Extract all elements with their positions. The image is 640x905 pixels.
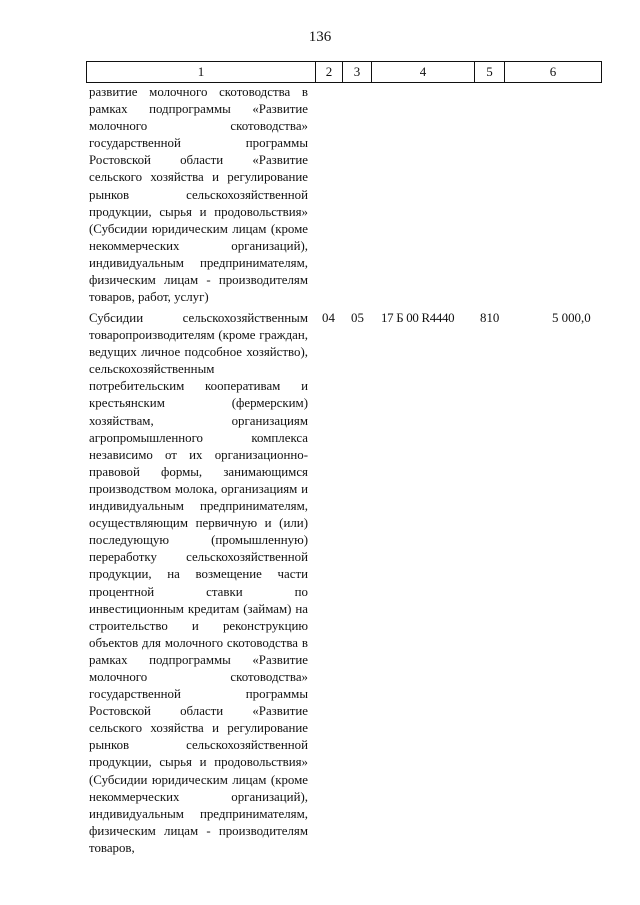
row-2-expense-type-code: 810: [480, 311, 500, 325]
column-header-2: 2: [316, 62, 343, 82]
column-header-3: 3: [343, 62, 372, 82]
column-header-4: 4: [372, 62, 475, 82]
page-number: 136: [308, 29, 332, 45]
row-2-description: [89, 310, 308, 857]
row-2-description-text: Субсидии сельскохозяйственным товаропроизводителям (кроме граждан, ведущих личное подсобное хозяйство), сельскохозяйственным потребительским кооперативам и крестьянским (фермерским) хозяйствам, организациям агропромышленного комплекса независимо от их организационно-правовой формы, занимающимся производством молока, организациям и индивидуальным предпринимателям, осуществляющим первичную и (или) последующую (промышленную) переработку сельскохозяйственной продукции, на возмещение части процентной ставки по инвестиционным кредитам (займам) на строительство и реконструкцию объектов для молочного скотоводства в рамках подпрограммы «Развитие молочного скотоводства» государственной программы Ростовской области «Развитие сельского хозяйства и регулирование рынков сельскохозяйственной продукции, сырья и продовольствия» (Субсидии юридическим лицам (кроме некоммерческих организаций), индивидуальным предпринимателям, физическим лицам - производителям товаров,: [89, 311, 308, 855]
row-2-target-article-code: 17 Б 00 R4440: [381, 311, 455, 325]
row-2-subsection-code: 05: [351, 311, 364, 325]
column-header-6: 6: [549, 64, 557, 79]
row-1-description: [89, 84, 308, 306]
row-2-section-code: 04: [322, 311, 335, 325]
column-header-5: 5: [475, 62, 505, 82]
column-header-1: 1: [87, 62, 316, 82]
row-2-amount: 5 000,0: [552, 311, 591, 325]
row-1-description-text: развитие молочного скотоводства в рамках подпрограммы «Развитие молочного скотоводства» государственной программы Ростовской области «Развитие сельского хозяйства и регулирование рынков сельскохозяйственной продукции, сырья и продовольствия» (Субсидии юридическим лицам (кроме некоммерческих организаций), индивидуальным предпринимателям, физическим лицам - производителям товаров, работ, услуг): [89, 85, 308, 305]
table-header-row: [86, 61, 602, 83]
